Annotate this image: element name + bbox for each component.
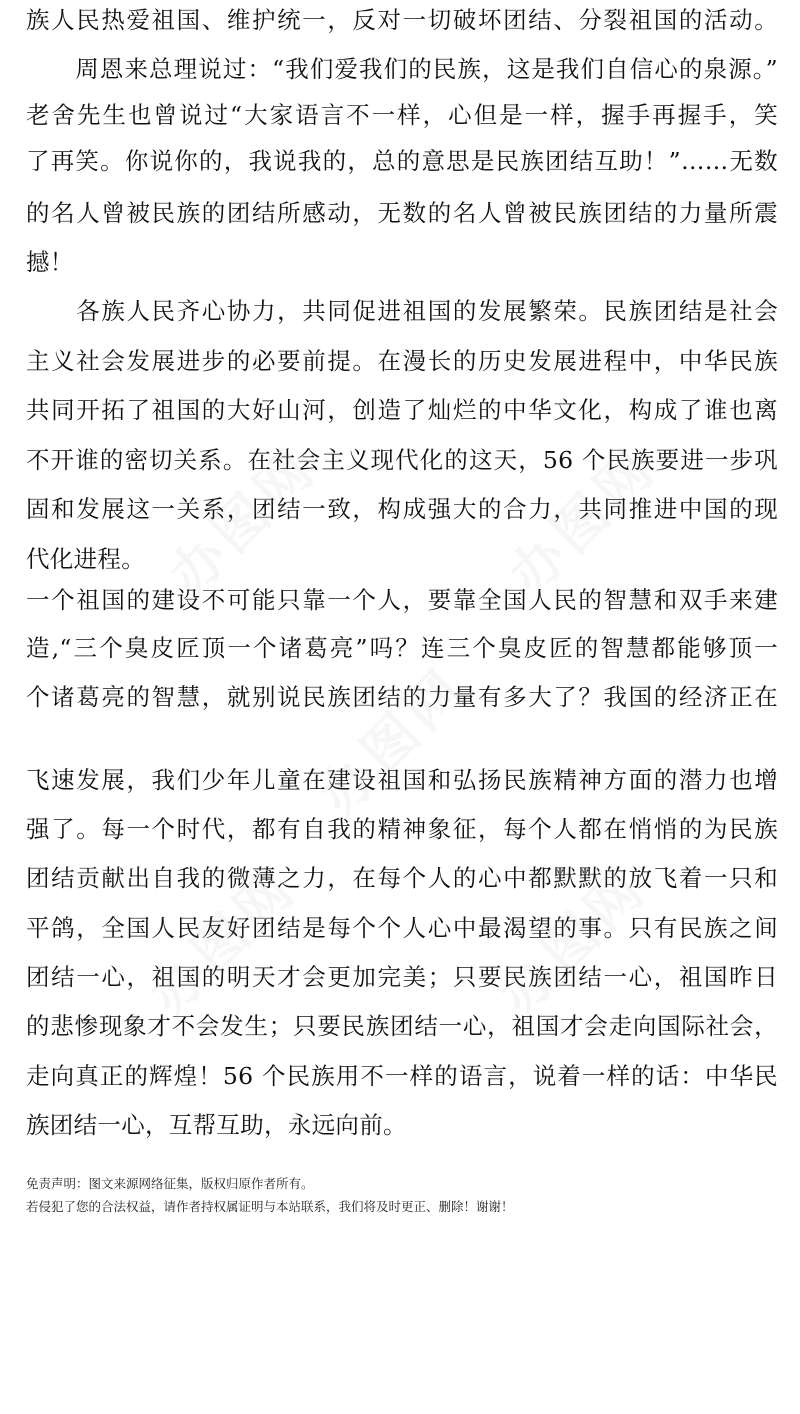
text-line: 的悲惨现象才不会发生；只要民族团结一心，祖国才会走向国际社会， [26, 1012, 778, 1040]
watermark: 办图网 [496, 435, 669, 608]
text-line: 走向真正的辉煌！56 个民族用不一样的语言，说着一样的话：中华民 [26, 1062, 778, 1090]
text-line: 周恩来总理说过：“我们爱我们的民族，这是我们自信心的泉源。” [26, 55, 778, 83]
text-line: 团结贡献出自我的微薄之力，在每个人的心中都默默的放飞着一只和 [26, 864, 778, 892]
text-line: 了再笑。你说你的，我说我的，总的意思是民族团结互助！”……无数 [26, 147, 778, 175]
watermark: 办图网 [486, 855, 659, 1028]
text-line: 飞速发展，我们少年儿童在建设祖国和弘扬民族精神方面的潜力也增 [26, 766, 778, 794]
text-line: 撼！ [26, 248, 74, 276]
text-line: 的名人曾被民族的团结所感动，无数的名人曾被民族团结的力量所震 [26, 199, 778, 227]
watermark: 办图网 [136, 855, 309, 1028]
text-line: 固和发展这一关系，团结一致，构成强大的合力，共同推进中国的现 [26, 495, 778, 523]
text-line: 代化进程。 [26, 545, 145, 573]
text-line: 团结一心，祖国的明天才会更加完美；只要民族团结一心，祖国昨日 [26, 963, 778, 991]
text-line: 个诸葛亮的智慧，就别说民族团结的力量有多大了？我国的经济正在 [26, 683, 778, 711]
text-line: 共同开拓了祖国的大好山河，创造了灿烂的中华文化，构成了谁也离 [26, 396, 778, 424]
text-line: 各族人民齐心协力，共同促进祖国的发展繁荣。民族团结是社会 [26, 297, 778, 325]
text-line: 强了。每一个时代，都有自我的精神象征，每个人都在悄悄的为民族 [26, 815, 778, 843]
text-line: 老舍先生也曾说过“大家语言不一样，心但是一样，握手再握手，笑 [26, 101, 778, 129]
text-line: 造,“三个臭皮匠顶一个诸葛亮”吗？连三个臭皮匠的智慧都能够顶一 [26, 634, 778, 662]
text-line: 族人民热爱祖国、维护统一，反对一切破坏团结、分裂祖国的活动。 [26, 6, 778, 34]
watermark: 办图网 [306, 655, 479, 828]
text-line: 不开谁的密切关系。在社会主义现代化的这天，56 个民族要进一步巩 [26, 446, 778, 474]
disclaimer-line: 免责声明：图文来源网络征集，版权归原作者所有。 [26, 1176, 314, 1191]
text-line: 族团结一心，互帮互助，永远向前。 [26, 1111, 407, 1139]
text-line: 平鸽，全国人民友好团结是每个个人心中最渴望的事。只有民族之间 [26, 914, 778, 942]
watermark: 办图网 [156, 435, 329, 608]
text-line: 主义社会发展进步的必要前提。在漫长的历史发展进程中，中华民族 [26, 347, 778, 375]
text-line: 一个祖国的建设不可能只靠一个人，要靠全国人民的智慧和双手来建 [26, 586, 778, 614]
disclaimer-line: 若侵犯了您的合法权益，请作者持权属证明与本站联系，我们将及时更正、删除！谢谢！ [26, 1199, 514, 1214]
